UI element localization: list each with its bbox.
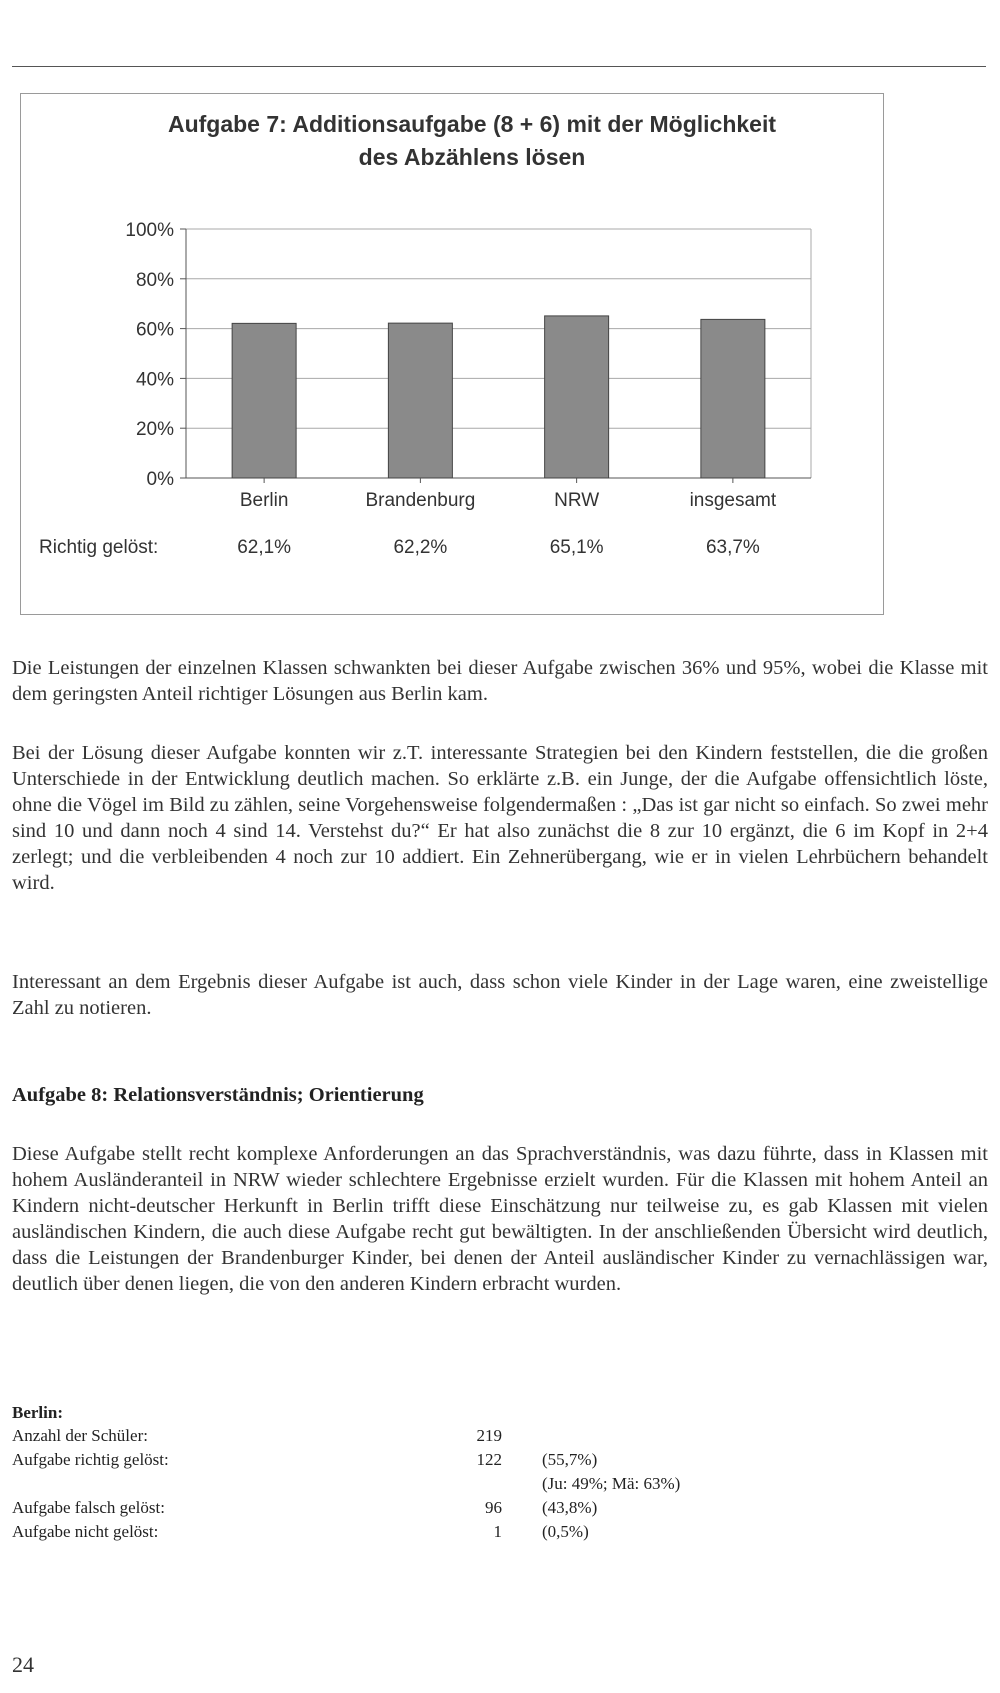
header-rule	[12, 66, 986, 67]
stats-percent: (55,7%)	[542, 1450, 598, 1469]
data-label: 65,1%	[549, 537, 604, 558]
y-tick-label: 0%	[146, 469, 174, 490]
stats-count: 96	[485, 1498, 502, 1517]
bar	[701, 319, 765, 478]
paragraph-4: Diese Aufgabe stellt recht komplexe Anforderungen an das Sprachverständnis, was dazu führte, dass in Klassen mit hohem Ausländeranteil in NRW wieder schlechtere Ergebnisse erzielt wurden. Für die Klassen mit hohem Anteil an Kindern nicht-deutscher Herkunft in Berlin trifft diese Einschätzung nur teilweise zu, es gab Klassen mit vielen ausländischen Kindern, die auch diese Aufgabe recht gut bewältigten. In der anschließenden Übersicht wird deutlich, dass die Leistungen der Brandenburger Kinder, bei denen der Anteil ausländischer Kinder zu vernachlässigen war, deutlich über denen liegen, die von den anderen Kindern erbracht wurden.	[12, 1143, 988, 1295]
paragraph-2: Bei der Lösung dieser Aufgabe konnten wir z.T. interessante Strategien bei den Kindern feststellen, die die großen Unterschiede in der Entwicklung deutlich machen. So erklärte z.B. ein Junge, der die Aufgabe offensichtlich löste, ohne die Vögel im Bild zu zählen, seine Vorgehensweise folgendermaßen : „Das ist gar nicht so einfach. So zwei mehr sind 10 und dann noch 4 sind 14. Verstehst du?“ Er hat also zunächst die 8 zur 10 ergänzt, die 6 im Kopf in 2+4 zerlegt; und die verbleibenden 4 noch zur 10 addiert. Ein Zehnerübergang, wie er in vielen Lehrbüchern behandelt wird.	[12, 742, 988, 894]
section-heading: Aufgabe 8: Relationsverständnis; Orientierung	[12, 1084, 424, 1106]
stats-label: Anzahl der Schüler:	[12, 1426, 148, 1445]
chart-title-line-2: des Abzählens lösen	[358, 144, 586, 170]
data-label: 63,7%	[705, 537, 760, 558]
stats-count: 219	[476, 1426, 502, 1445]
chart-title-line-1: Aufgabe 7: Additionsaufgabe (8 + 6) mit der Möglichkeit	[167, 111, 777, 137]
y-tick-label: 40%	[135, 369, 174, 391]
y-tick-label: 60%	[135, 319, 174, 341]
stats-count: 1	[493, 1522, 502, 1541]
stats-percent: (43,8%)	[542, 1498, 598, 1517]
bar-chart	[20, 93, 884, 615]
stats-row	[12, 1424, 732, 1448]
stats-block	[12, 1402, 732, 1544]
stats-title: Berlin:	[12, 1403, 63, 1422]
stats-label: Aufgabe nicht gelöst:	[12, 1522, 159, 1541]
stats-percent: (0,5%)	[542, 1522, 589, 1541]
bar	[232, 323, 296, 478]
table-row-label: Richtig gelöst:	[39, 537, 159, 558]
paragraph-1: Die Leistungen der einzelnen Klassen schwankten bei dieser Aufgabe zwischen 36% und 95%, wobei die Klasse mit dem geringsten Anteil richtiger Lösungen aus Berlin kam.	[12, 657, 988, 705]
x-tick-label: Brandenburg	[365, 490, 476, 511]
bar	[545, 316, 609, 478]
y-tick-label: 80%	[135, 269, 174, 291]
paragraph-3: Interessant an dem Ergebnis dieser Aufgabe ist auch, dass schon viele Kinder in der Lage waren, eine zweistellige Zahl zu notieren.	[12, 971, 988, 1019]
data-label: 62,2%	[393, 537, 448, 558]
chart-plot	[21, 94, 883, 614]
y-tick-label: 20%	[135, 419, 174, 441]
x-tick-label: Berlin	[239, 490, 289, 511]
bar	[388, 323, 452, 478]
y-tick-label: 100%	[125, 220, 174, 241]
stats-percent: (Ju: 49%; Mä: 63%)	[542, 1474, 681, 1493]
stats-count: 122	[476, 1450, 502, 1469]
x-tick-label: insgesamt	[689, 490, 777, 511]
stats-row	[12, 1448, 732, 1472]
x-tick-label: NRW	[554, 490, 600, 511]
stats-row	[12, 1496, 732, 1520]
data-label: 62,1%	[237, 537, 292, 558]
stats-label: Aufgabe falsch gelöst:	[12, 1498, 165, 1517]
stats-label: Aufgabe richtig gelöst:	[12, 1450, 169, 1469]
stats-row	[12, 1520, 732, 1544]
stats-row	[12, 1472, 732, 1496]
page-number: 24	[12, 1652, 34, 1677]
